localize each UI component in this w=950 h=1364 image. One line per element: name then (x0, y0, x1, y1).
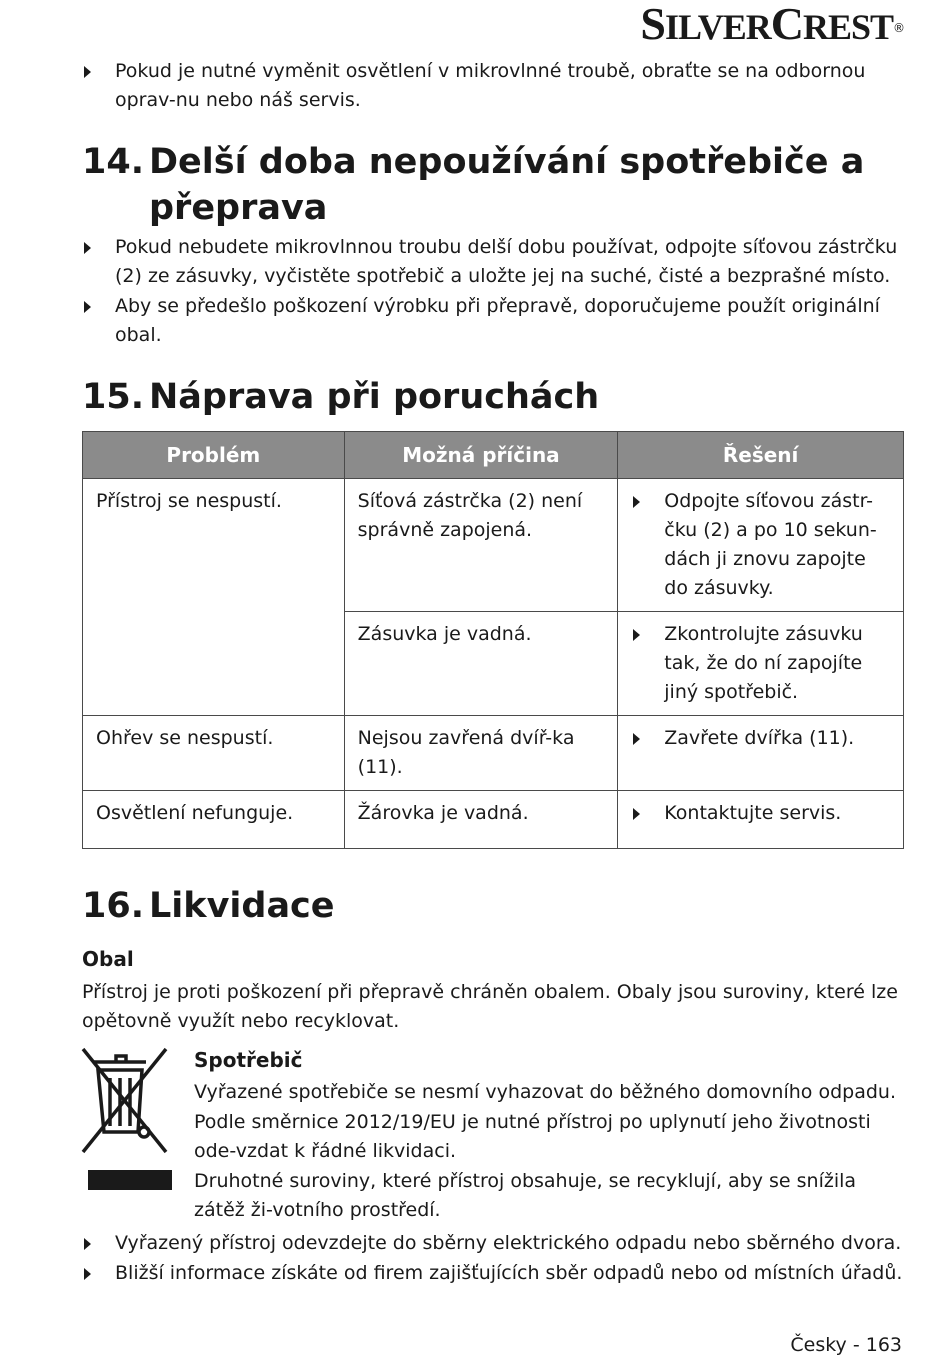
packaging-text: Přístroj je proti poškození při přepravě chráněn obalem. Obaly jsou suroviny, které lze opětovně využít nebo recyklovat. (82, 981, 898, 1032)
bullet-item (82, 1259, 904, 1288)
problem-cell: Přístroj se nespustí. (83, 479, 345, 716)
bullet-arrow-icon (633, 808, 640, 820)
bullet-arrow-icon (633, 733, 640, 745)
section-heading (82, 139, 904, 231)
appliance-disposal (194, 1046, 906, 1225)
packaging-heading: Obal (82, 947, 134, 971)
bullet-text: Aby se předešlo poškození výrobku při přepravě, doporučujeme použít originální obal. (115, 295, 880, 346)
solution-cell (618, 716, 904, 791)
bullet-arrow-icon (84, 301, 91, 313)
section-title: Delší doba nepoužívání spotřebiče a přeprava (149, 142, 865, 228)
bullet-item (82, 233, 904, 291)
bullet-text: Vyřazený přístroj odevzdejte do sběrny elektrického odpadu nebo sběrného dvora. (115, 1232, 902, 1254)
solution-cell (618, 791, 904, 849)
bullet-text: Pokud nebudete mikrovlnnou troubu delší dobu používat, odpojte síťovou zástrčku (2) ze zásuvky, vyčistěte spotřebič a uložte jej na suché, čisté a bezprašné místo. (115, 236, 898, 287)
solution-text: Zavřete dvířka (11). (664, 727, 855, 749)
bullet-arrow-icon (633, 496, 640, 508)
appliance-paragraph: Podle směrnice 2012/19/EU je nutné přístroj po uplynutí jeho životnosti ode-vzdat k řádné likvidaci. (194, 1111, 871, 1162)
solution-cell (618, 612, 904, 716)
cause-cell: Síťová zástrčka (2) není správně zapojená. (344, 479, 618, 612)
troubleshooting-table (82, 431, 904, 849)
bullet-arrow-icon (633, 629, 640, 641)
section-number: 15. (82, 377, 145, 417)
bullet-item (82, 292, 904, 350)
cause-cell: Zásuvka je vadná. (344, 612, 618, 716)
bullet-arrow-icon (84, 1238, 91, 1250)
table-header-row (83, 432, 904, 479)
solution-text: Zkontrolujte zásuvku tak, že do ní zapojíte jiný spotřebič. (664, 623, 863, 703)
page-number: Česky - 163 (790, 1334, 902, 1356)
appliance-heading: Spotřebič (194, 1048, 303, 1072)
section-16 (82, 883, 904, 1036)
appliance-paragraph: Vyřazené spotřebiče se nesmí vyhazovat do běžného domovního odpadu. (194, 1081, 896, 1103)
weee-crossed-bin-icon (80, 1046, 175, 1192)
section-heading (82, 883, 904, 929)
solution-text: Kontaktujte servis. (664, 802, 842, 824)
problem-cell: Osvětlení nefunguje. (83, 791, 345, 849)
bullet-item (82, 1229, 904, 1258)
disposal-bullets (82, 1229, 904, 1288)
column-header-solution: Řešení (618, 432, 904, 479)
bullet-arrow-icon (84, 242, 91, 254)
intro-bullets (82, 57, 904, 115)
section-title: Likvidace (149, 886, 335, 926)
section-15 (82, 374, 904, 420)
section-title: Náprava při poruchách (149, 377, 600, 417)
table-row (83, 791, 904, 849)
section-number: 14. (82, 142, 145, 182)
solution-cell (618, 479, 904, 612)
bullet-arrow-icon (84, 66, 91, 78)
section-number: 16. (82, 886, 145, 926)
bullet-arrow-icon (84, 1268, 91, 1280)
bullet-item (82, 57, 904, 115)
column-header-cause: Možná příčina (344, 432, 618, 479)
troubleshooting-table-wrapper (82, 431, 904, 849)
cause-cell: Žárovka je vadná. (344, 791, 618, 849)
column-header-problem: Problém (83, 432, 345, 479)
appliance-paragraph: Druhotné suroviny, které přístroj obsahuje, se recyklují, aby se snížila zátěž ži-votního prostředí. (194, 1170, 857, 1221)
cause-cell: Nejsou zavřená dvíř-ka (11). (344, 716, 618, 791)
brand-logo: SILVERCREST® (640, 0, 904, 49)
problem-cell: Ohřev se nespustí. (83, 716, 345, 791)
bullet-text: Pokud je nutné vyměnit osvětlení v mikrovlnné troubě, obraťte se na odbornou oprav-nu nebo náš servis. (115, 60, 866, 111)
table-row (83, 716, 904, 791)
bullet-text: Bližší informace získáte od firem zajišťujících sběr odpadů nebo od místních úřadů. (115, 1262, 903, 1284)
section-14 (82, 139, 904, 350)
solution-text: Odpojte síťovou zástr-čku (2) a po 10 sekun-dách ji znovu zapojte do zásuvky. (664, 490, 877, 599)
section-heading (82, 374, 904, 420)
table-row (83, 479, 904, 612)
